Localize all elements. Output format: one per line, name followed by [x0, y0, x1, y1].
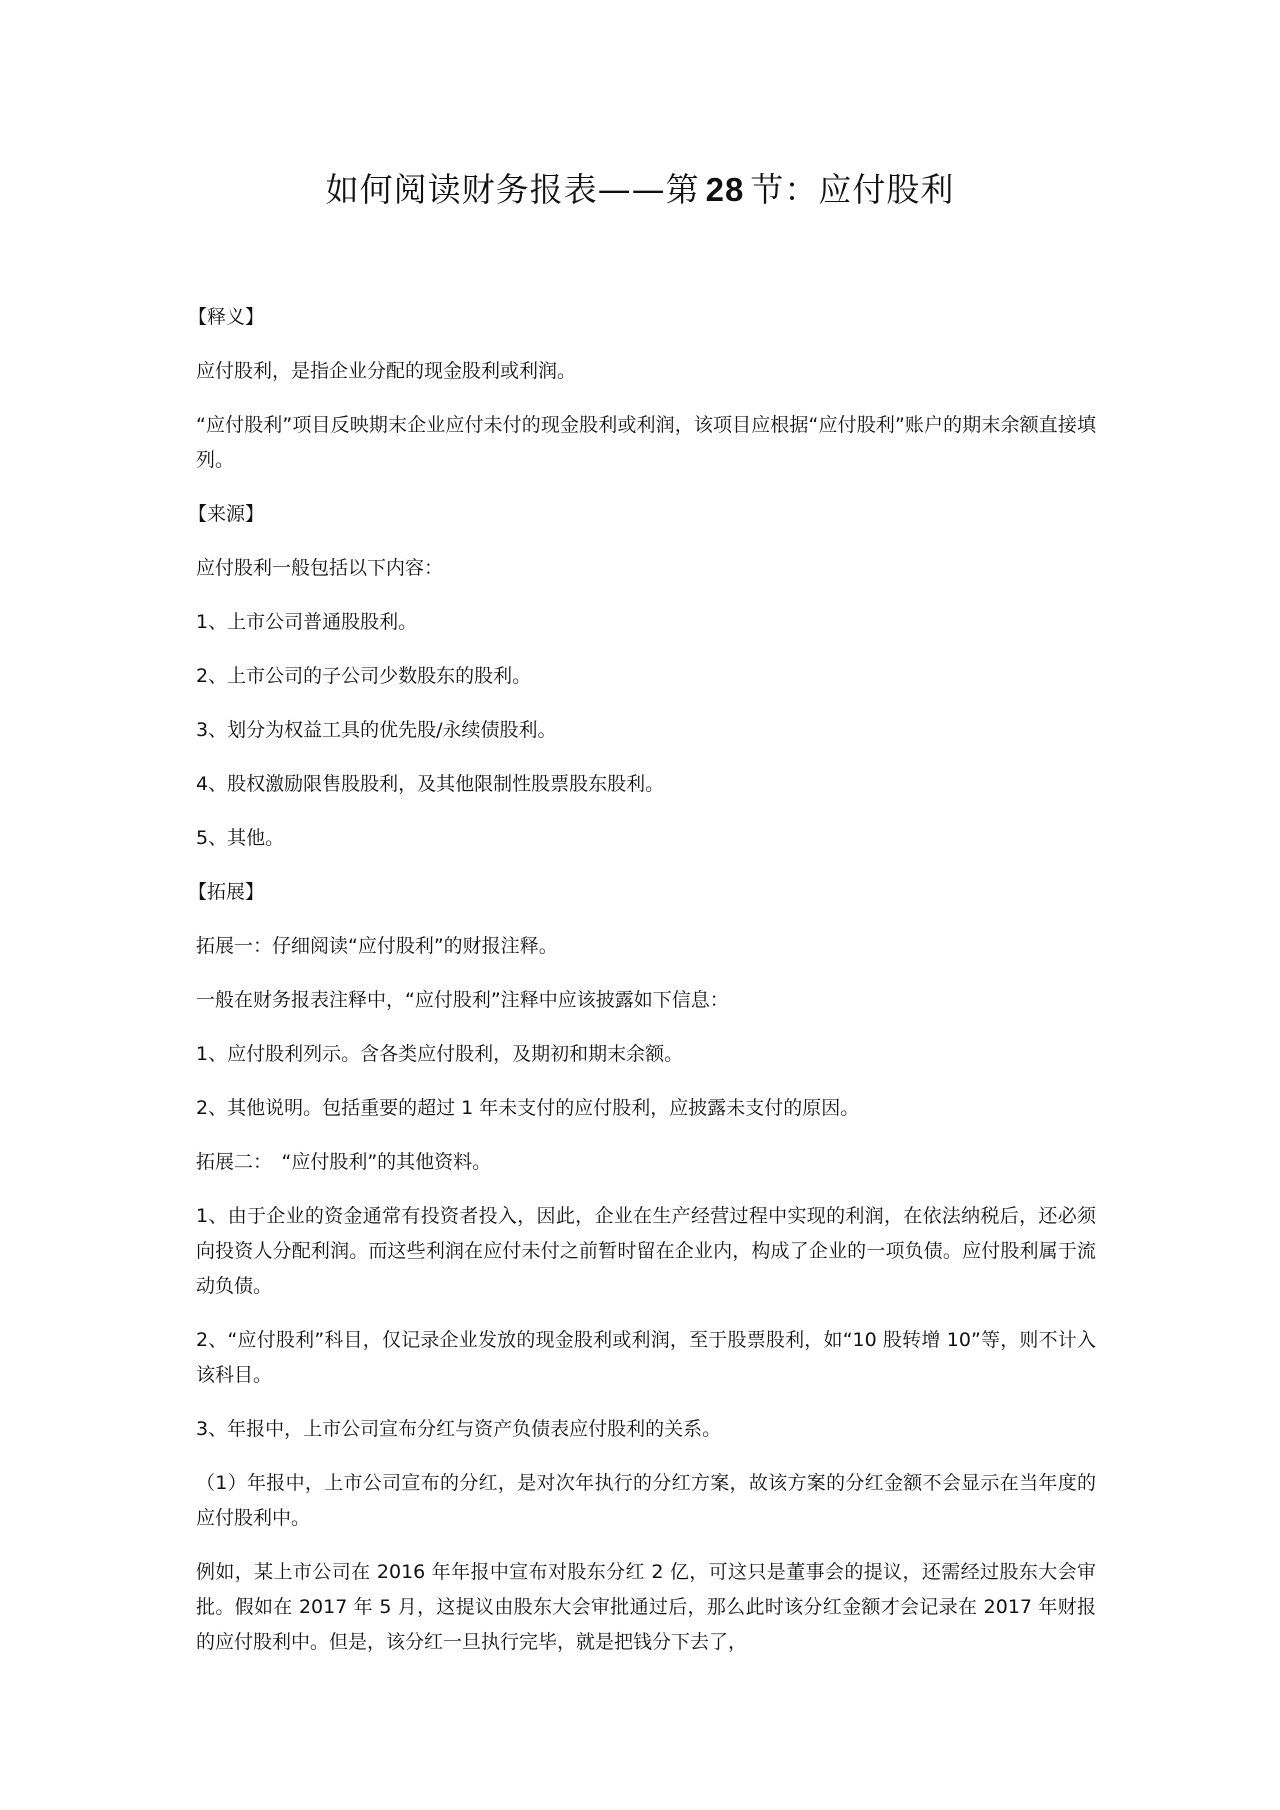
document-body: [188, 300, 1096, 1679]
section-heading-source: 【来源】: [188, 503, 265, 525]
list-item: 1、应付股利列示。含各类应付股利，及期初和期末余额。: [196, 1043, 684, 1065]
title-prefix: 如何阅读财务报表——第: [325, 170, 700, 209]
list-item: 2、“应付股利”科目，仅记录企业发放的现金股利或利润，至于股票股利，如“10 股转增 10”等，则不计入该科目。: [196, 1329, 1096, 1386]
list-item: 1、上市公司普通股股利。: [196, 611, 418, 633]
list-item: 2、其他说明。包括重要的超过 1 年未支付的应付股利，应披露未支付的原因。: [196, 1097, 860, 1119]
document-title: [0, 168, 1280, 212]
paragraph: 一般在财务报表注释中，“应付股利”注释中应该披露如下信息：: [196, 989, 729, 1011]
list-item: 4、股权激励限售股股利，及其他限制性股票股东股利。: [196, 773, 665, 795]
section-heading-definition: 【释义】: [188, 306, 265, 328]
list-item: 1、由于企业的资金通常有投资者投入，因此，企业在生产经营过程中实现的利润，在依法纳税后，还必须向投资人分配利润。而这些利润在应付未付之前暂时留在企业内，构成了企业的一项负债。应付股利属于流动负债。: [196, 1205, 1096, 1297]
section-heading-extension: 【拓展】: [188, 881, 265, 903]
paragraph: 应付股利一般包括以下内容：: [196, 557, 444, 579]
paragraph: 例如，某上市公司在 2016 年年报中宣布对股东分红 2 亿，可这只是董事会的提议，还需经过股东大会审批。假如在 2017 年 5 月，这提议由股东大会审批通过后，那么此时该分红金额才会记录在 2017 年财报的应付股利中。但是，该分红一旦执行完毕，就是把钱分下去了，: [196, 1561, 1096, 1653]
title-number: 28: [705, 171, 745, 208]
list-item: 5、其他。: [196, 827, 285, 849]
title-suffix: 节：应付股利: [750, 170, 955, 209]
paragraph: 拓展二： “应付股利”的其他资料。: [196, 1151, 492, 1173]
list-item: 3、年报中，上市公司宣布分红与资产负债表应付股利的关系。: [196, 1418, 722, 1440]
list-item: 3、划分为权益工具的优先股/永续债股利。: [196, 719, 557, 741]
paragraph: “应付股利”项目反映期末企业应付未付的现金股利或利润，该项目应根据“应付股利”账户的期末余额直接填列。: [196, 414, 1096, 471]
list-item: 2、上市公司的子公司少数股东的股利。: [196, 665, 532, 687]
paragraph: 拓展一：仔细阅读“应付股利”的财报注释。: [196, 935, 558, 957]
paragraph: 应付股利，是指企业分配的现金股利或利润。: [196, 360, 577, 382]
paragraph: （1）年报中，上市公司宣布的分红，是对次年执行的分红方案，故该方案的分红金额不会显示在当年度的应付股利中。: [196, 1472, 1096, 1529]
